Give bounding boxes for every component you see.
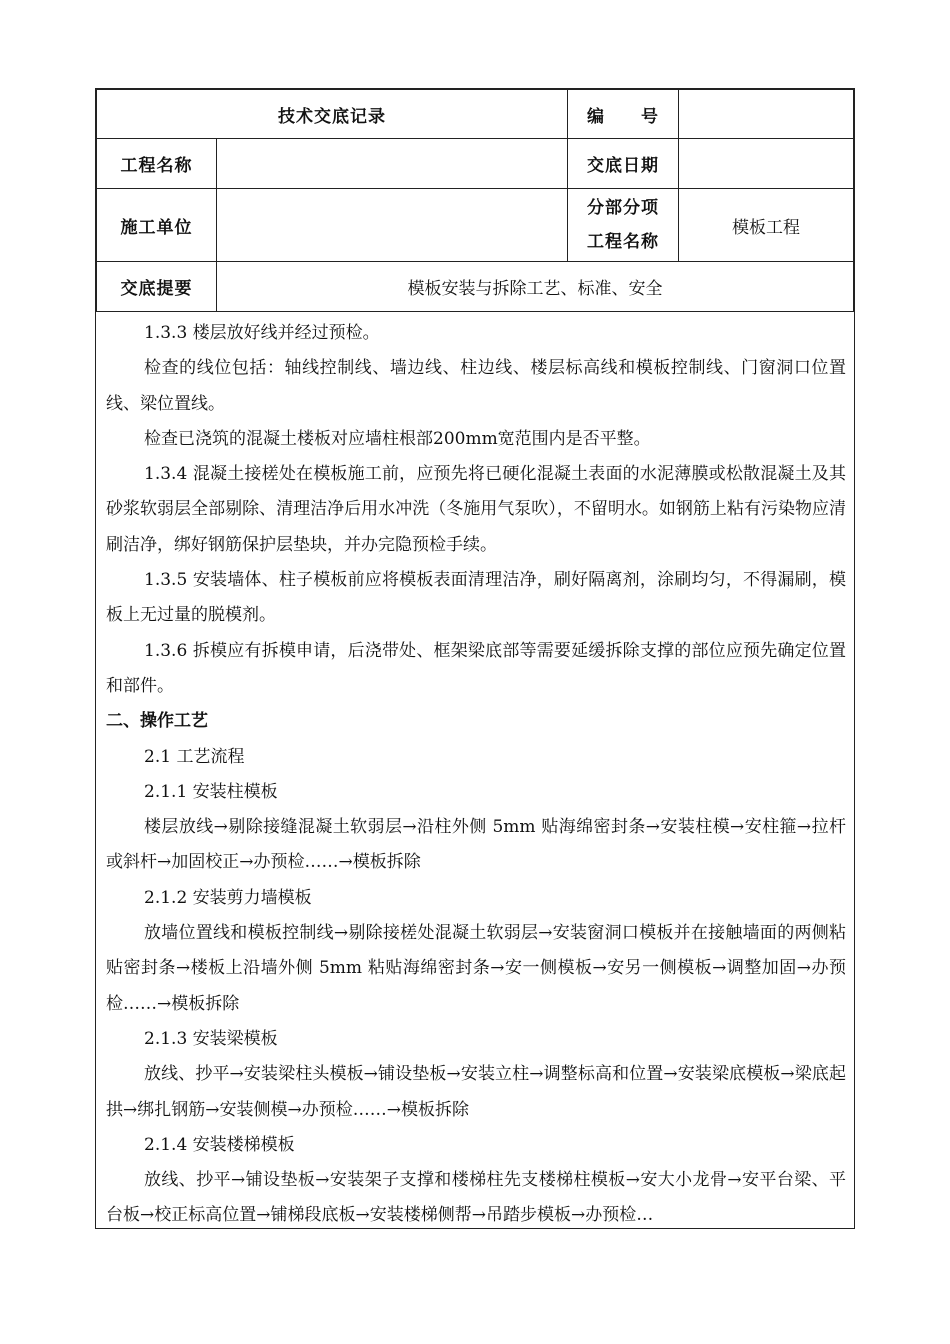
contractor-label: 施工单位	[97, 189, 217, 262]
heading-2-1-2: 2.1.2 安装剪力墙模板	[144, 887, 312, 908]
text-2-1-4: 放线、抄平→铺设垫板→安装架子支撑和楼梯柱先支楼梯柱模板→安大小龙骨→安平台梁、平台板→校正标高位置→铺梯段底板→安装楼梯侧帮→吊踏步模板→办预检…	[106, 1170, 846, 1226]
number-field[interactable]	[679, 90, 854, 139]
project-name-field[interactable]	[217, 139, 568, 189]
document-title: 技术交底记录	[97, 90, 568, 139]
summary-value: 模板安装与拆除工艺、标准、安全	[217, 262, 854, 312]
heading-2-1: 2.1 工艺流程	[144, 746, 245, 767]
text-2-1-2: 放墙位置线和模板控制线→剔除接槎处混凝土软弱层→安装窗洞口模板并在接触墙面的两侧粘贴密封条→楼板上沿墙外侧 5mm 粘贴海绵密封条→安一侧模板→安另一侧模板→调整加固→办预检……→模板拆除	[106, 923, 846, 1014]
sub-project-value: 模板工程	[679, 189, 854, 262]
date-field[interactable]	[679, 139, 854, 189]
heading-2-1-3: 2.1.3 安装梁模板	[144, 1028, 278, 1049]
text-2-1-1: 楼层放线→剔除接缝混凝土软弱层→沿柱外侧 5mm 贴海绵密封条→安装柱模→安柱箍→拉杆或斜杆→加固校正→办预检……→模板拆除	[106, 817, 846, 873]
heading-2-1-1: 2.1.1 安装柱模板	[144, 781, 278, 802]
text-2-1-3: 放线、抄平→安装梁柱头模板→铺设垫板→安装立柱→调整标高和位置→安装梁底模板→梁底起拱→绑扎钢筋→安装侧模→办预检……→模板拆除	[106, 1064, 846, 1120]
header-table	[96, 89, 854, 312]
technical-briefing-record	[95, 88, 855, 1229]
sub-project-label	[568, 189, 679, 262]
section-heading-operation: 二、操作工艺	[106, 711, 208, 732]
briefing-content	[96, 312, 854, 1234]
paragraph-1-3-4: 1.3.4 混凝土接槎处在模板施工前，应预先将已硬化混凝土表面的水泥薄膜或松散混凝土及其砂浆软弱层全部剔除、清理洁净后用水冲洗（冬施用气泵吹），不留明水。如钢筋上粘有污染物应清刷洁净，绑好钢筋保护层垫块，并办完隐预检手续。	[106, 464, 846, 555]
paragraph-check-slab: 检查已浇筑的混凝土楼板对应墙柱根部200mm宽范围内是否平整。	[144, 428, 651, 449]
contractor-field[interactable]	[217, 189, 568, 262]
paragraph-check-lines: 检查的线位包括：轴线控制线、墙边线、柱边线、楼层标高线和模板控制线、门窗洞口位置线、梁位置线。	[106, 358, 846, 414]
number-label: 编 号	[568, 90, 679, 139]
project-name-label: 工程名称	[97, 139, 217, 189]
heading-2-1-4: 2.1.4 安装楼梯模板	[144, 1134, 295, 1155]
paragraph-1-3-3: 1.3.3 楼层放好线并经过预检。	[144, 323, 380, 343]
date-label: 交底日期	[568, 139, 679, 189]
sub-project-label-line1: 分部分项	[587, 198, 659, 218]
summary-label: 交底提要	[97, 262, 217, 312]
paragraph-1-3-5: 1.3.5 安装墙体、柱子模板前应将模板表面清理洁净，刷好隔离剂，涂刷均匀，不得漏刷，模板上无过量的脱模剂。	[106, 570, 846, 626]
sub-project-label-line2: 工程名称	[587, 232, 659, 252]
paragraph-1-3-6: 1.3.6 拆模应有拆模申请，后浇带处、框架梁底部等需要延缓拆除支撑的部位应预先确定位置和部件。	[106, 640, 846, 696]
